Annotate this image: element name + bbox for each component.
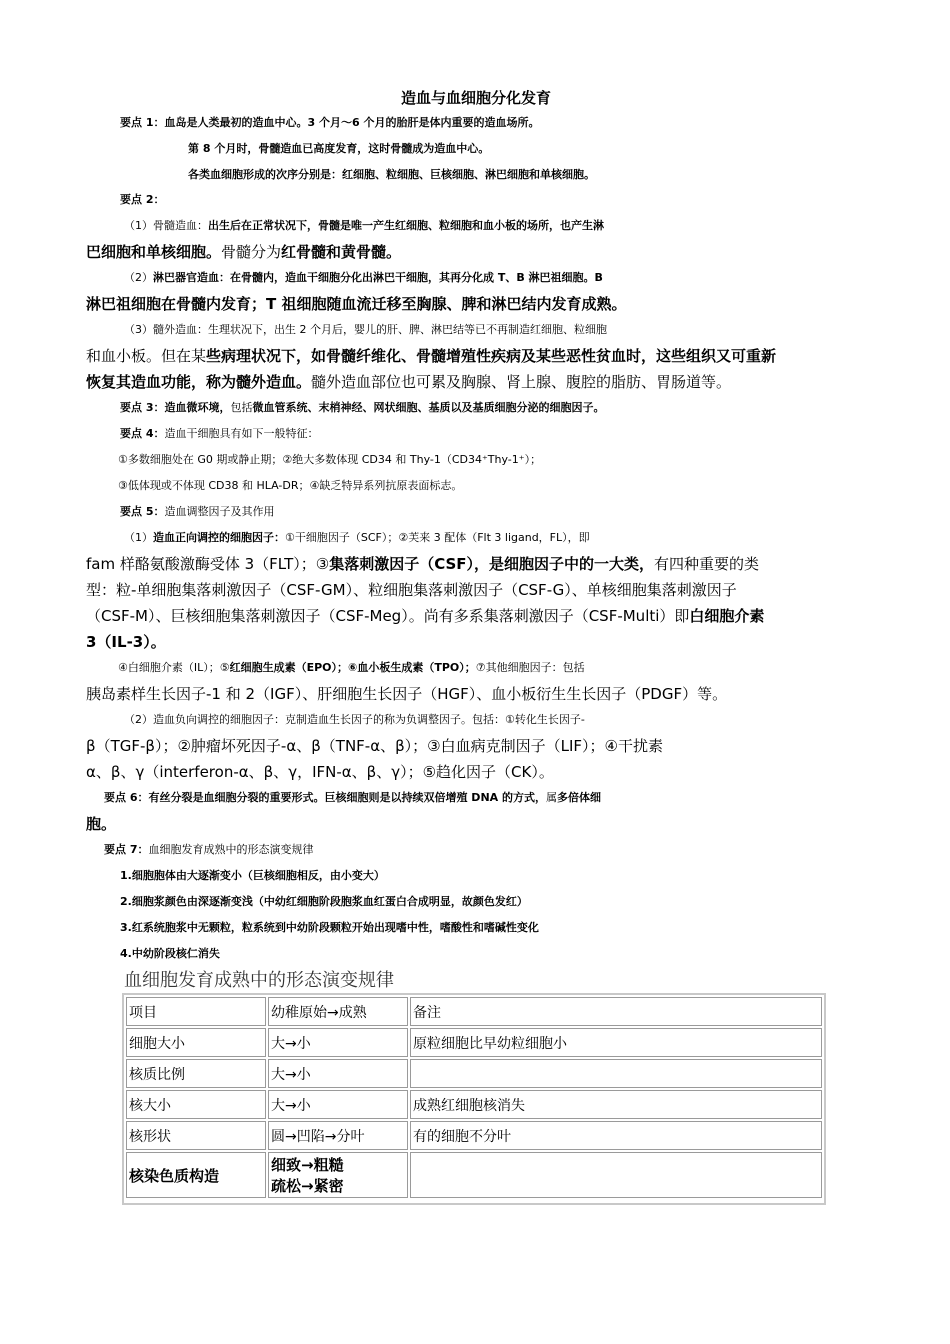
text-segment: 红骨髓和黄骨髓。 <box>281 243 402 261</box>
text-segment: 白细胞介素 <box>689 607 765 625</box>
table-cell: 大→小 <box>268 1028 408 1057</box>
table-cell: 有的细胞不分叶 <box>410 1121 822 1150</box>
text-segment: 微血管系统、末梢神经、网状细胞、基质以及基质细胞分泌的细胞因子。 <box>252 401 605 414</box>
text-line <box>86 242 866 262</box>
text-segment: 要点 1： <box>120 116 165 129</box>
text-segment: 血细胞发育成熟中的形态演变规律 <box>148 843 314 856</box>
table-caption: 血细胞发育成熟中的形态演变规律 <box>124 970 394 991</box>
text-segment: （3）髓外造血：生理状况下，出生 2 个月后，婴儿的肝、脾、淋巴结等已不再制造红细胞、粒细胞 <box>124 323 607 336</box>
text-line <box>104 840 884 860</box>
text-segment: fam 样酪氨酸激酶受体 3（FLT）；③ <box>86 555 330 573</box>
text-segment: 巴细胞和单核细胞。 <box>86 243 222 261</box>
table-cell: 项目 <box>126 997 266 1026</box>
text-line <box>120 424 900 444</box>
text-line <box>120 113 900 133</box>
cell-line: 细致→粗糙 <box>271 1156 344 1174</box>
table-cell: 成熟红细胞核消失 <box>410 1090 822 1119</box>
text-line <box>86 606 866 626</box>
text-segment: 2.细胞浆颜色由深逐渐变浅（中幼红细胞阶段胞浆血红蛋白合成明显，故颜色发红） <box>120 895 528 908</box>
text-segment: β（TGF-β）；②肿瘤坏死因子-α、β（TNF-α、β）；③白血病克制因子（LIF）；④干扰素 <box>86 737 663 755</box>
text-segment: 4.中幼阶段核仁消失 <box>120 947 220 960</box>
text-segment: 型：粒-单细胞集落刺激因子（CSF-GM）、粒细胞集落刺激因子（CSF-G）、单核细胞集落刺激因子 <box>86 581 737 599</box>
text-line <box>86 580 866 600</box>
text-segment: ①多数细胞处在 G0 期或静止期；②绝大多数体现 CD34 和 Thy-1（CD34⁺Thy-1⁺）； <box>118 453 542 466</box>
table-cell: 核质比例 <box>126 1059 266 1088</box>
table-cell: 原粒细胞比早幼粒细胞小 <box>410 1028 822 1057</box>
table-row <box>126 1028 822 1057</box>
table-cell: 核染色质构造 <box>126 1152 266 1198</box>
text-segment: 要点 7： <box>104 843 149 856</box>
table-cell: 幼稚原始→成熟 <box>268 997 408 1026</box>
table-cell: 核大小 <box>126 1090 266 1119</box>
text-line <box>124 710 904 730</box>
table-row <box>126 1121 822 1150</box>
table-row <box>126 1152 822 1198</box>
text-line <box>118 450 898 470</box>
text-segment: 要点 3：造血微环境， <box>120 401 231 414</box>
table-cell: 核形状 <box>126 1121 266 1150</box>
morphology-table <box>122 993 826 1205</box>
text-line <box>86 684 866 704</box>
text-segment: 髓外造血部位也可累及胸腺、肾上腺、腹腔的脂肪、胃肠道等。 <box>311 373 732 391</box>
text-segment: 恢复其造血功能，称为髓外造血。 <box>86 373 312 391</box>
text-line <box>120 892 900 912</box>
text-line <box>120 398 900 418</box>
text-segment: （1） <box>124 531 153 544</box>
text-segment: 血岛是人类最初的造血中心。3 个月～6 个月的胎肝是体内重要的造血场所。 <box>164 116 540 129</box>
table-cell: 圆→凹陷→分叶 <box>268 1121 408 1150</box>
text-segment: 和血小板。但在某 <box>86 347 207 365</box>
table-cell: 备注 <box>410 997 822 1026</box>
text-line <box>124 528 904 548</box>
text-line <box>86 632 866 652</box>
text-segment: 要点 2： <box>120 193 165 206</box>
table-row <box>126 1090 822 1119</box>
text-segment: 淋巴器官造血：在骨髓内，造血干细胞分化出淋巴干细胞，其再分化成 T、B 淋巴祖细胞。B <box>153 271 603 284</box>
table-cell <box>410 1152 822 1198</box>
text-segment: 集落刺激因子（CSF），是细胞因子中的一大类， <box>329 555 655 573</box>
text-segment: 些病理状况下，如骨髓纤维化、骨髓增殖性疾病及某些恶性贫血时，这些组织又可重新 <box>206 347 777 365</box>
text-segment: ①干细胞因子（SCF）；②芙来 3 配体（Flt 3 ligand，FL），即 <box>285 531 590 544</box>
text-segment: 属 <box>546 791 557 804</box>
text-segment: 3.红系统胞浆中无颗粒，粒系统到中幼阶段颗粒开始出现嗜中性，嗜酸性和嗜碱性变化 <box>120 921 539 934</box>
text-segment: ④白细胞介素（IL）；⑤ <box>118 661 230 674</box>
text-line <box>118 658 898 678</box>
text-line <box>124 320 904 340</box>
text-segment: （2）造血负向调控的细胞因子：克制造血生长因子的称为负调整因子。包括：①转化生长因子- <box>124 713 585 726</box>
text-segment: 骨髓分为 <box>221 243 282 261</box>
text-segment: 1.细胞胞体由大逐渐变小（巨核细胞相反，由小变大） <box>120 869 385 882</box>
text-segment: ⑦其他细胞因子：包括 <box>475 661 585 674</box>
text-line <box>118 476 898 496</box>
text-line <box>86 736 866 756</box>
page-title: 造血与血细胞分化发育 <box>400 89 551 107</box>
text-segment: α、β、γ（interferon-α、β、γ，IFN-α、β、γ）；⑤趋化因子（CK）。 <box>86 763 554 781</box>
cell-line: 疏松→紧密 <box>271 1177 344 1195</box>
text-segment: 第 8 个月时，骨髓造血已高度发育，这时骨髓成为造血中心。 <box>188 142 490 155</box>
text-segment: 胞。 <box>86 815 117 833</box>
text-segment: 造血正向调控的细胞因子： <box>153 531 285 544</box>
text-segment: （CSF-M）、巨核细胞集落刺激因子（CSF-Meg）。尚有多系集落刺激因子（CSF-Multi）即 <box>86 607 690 625</box>
text-segment: 包括 <box>230 401 253 414</box>
text-line <box>120 866 900 886</box>
text-line <box>188 165 950 185</box>
text-segment: （1）骨髓造血： <box>124 219 208 232</box>
text-line <box>86 554 866 574</box>
text-segment: 多倍体细 <box>557 791 601 804</box>
text-segment: 淋巴祖细胞在骨髓内发育；T 祖细胞随血流迁移至胸腺、脾和淋巴结内发育成熟。 <box>86 295 627 313</box>
text-segment: 造血调整因子及其作用 <box>164 505 275 518</box>
text-segment: 3（IL-3）。 <box>86 633 166 651</box>
text-line <box>86 346 866 366</box>
text-segment: 出生后在正常状况下，骨髓是唯一产生红细胞、粒细胞和血小板的场所，也产生淋 <box>208 219 604 232</box>
table-cell: 细胞大小 <box>126 1028 266 1057</box>
text-segment: 红细胞生成素（EPO）；⑥血小板生成素（TPO）； <box>229 661 476 674</box>
text-segment: 要点 6：有丝分裂是血细胞分裂的重要形式。巨核细胞则是以持续双倍增殖 DNA 的方式， <box>104 791 546 804</box>
text-segment: 造血干细胞具有如下一般特征： <box>164 427 319 440</box>
text-line <box>86 294 866 314</box>
text-line <box>86 372 866 392</box>
table-row <box>126 1059 822 1088</box>
table-cell <box>410 1059 822 1088</box>
table-cell: 大→小 <box>268 1090 408 1119</box>
text-line <box>124 268 904 288</box>
text-line <box>124 216 904 236</box>
text-line <box>86 762 866 782</box>
text-line <box>188 139 950 159</box>
text-line <box>120 918 900 938</box>
table-cell <box>268 1152 408 1198</box>
text-segment: ③低体现或不体现 CD38 和 HLA-DR；④缺乏特异系列抗原表面标志。 <box>118 479 463 492</box>
text-segment: 要点 4： <box>120 427 165 440</box>
table-row <box>126 997 822 1026</box>
text-segment: （2） <box>124 271 153 284</box>
text-line <box>120 944 900 964</box>
text-line <box>86 814 866 834</box>
text-segment: 要点 5： <box>120 505 165 518</box>
text-line <box>104 788 884 808</box>
text-line <box>120 502 900 522</box>
table-cell: 大→小 <box>268 1059 408 1088</box>
text-segment: 胰岛素样生长因子-1 和 2（IGF）、肝细胞生长因子（HGF）、血小板衍生生长因子（PDGF）等。 <box>86 685 728 703</box>
text-segment: 各类血细胞形成的次序分别是：红细胞、粒细胞、巨核细胞、淋巴细胞和单核细胞。 <box>188 168 595 181</box>
text-segment: 有四种重要的类 <box>654 555 760 573</box>
text-line <box>120 190 900 210</box>
